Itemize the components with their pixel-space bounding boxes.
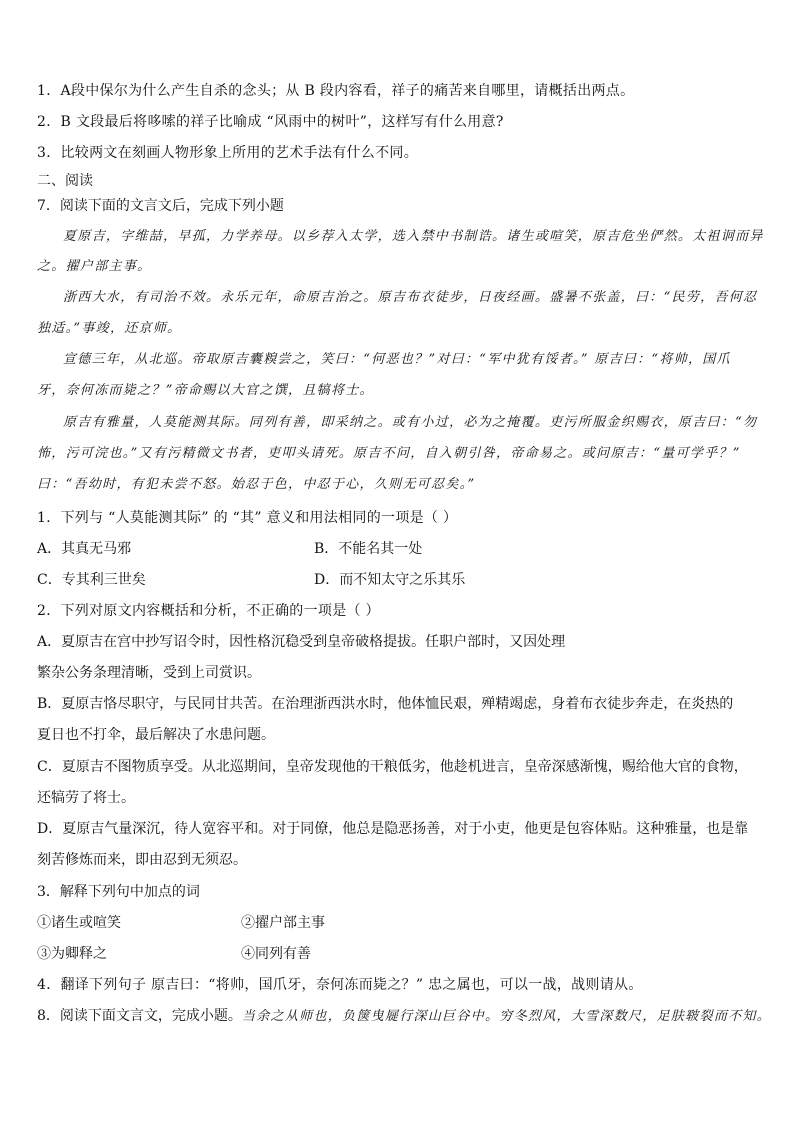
passage-para-2-cont: 独适。”事竣，还京师。 xyxy=(37,321,182,336)
question-3: 3．比较两文在刻画人物形象上所用的艺术手法有什么不同。 xyxy=(37,145,419,161)
passage-para-4-cont: 怖，污可浣也。”又有污精微文书者，吏叩头请死。原吉不问，自入朝引咎，帝命易之。或问原吉：“量可学乎？” xyxy=(37,446,741,461)
question-1: 1．A段中保尔为什么产生自杀的念头；从 B 段内容看，祥子的痛苦来自哪里，请概括出两点。 xyxy=(37,83,635,99)
option-2d-cont: 刻苦修炼而来，即由忍到无须忍。 xyxy=(37,852,247,868)
subquestion-3: 3．解释下列句中加点的词 xyxy=(37,884,200,900)
passage-para-4: 原吉有雅量，人莫能测其际。同列有善，即采纳之。或有小过，必为之掩覆。吏污所服金织赐衣，原吉曰：“勿 xyxy=(63,415,758,430)
passage-para-1: 夏原吉，字维喆，早孤，力学养母。以乡荐入太学，选入禁中书制诰。诸生或喧笑，原吉危坐俨然。太祖诇而异 xyxy=(63,229,764,244)
question-2: 2．B 文段最后将哆嗦的祥子比喻成 “风雨中的树叶”，这样写有什么用意? xyxy=(37,114,504,130)
option-2b: B．夏原吉恪尽职守，与民同甘共苦。在治理浙西洪水时，他体恤民艰，殚精竭虑，身着布衣徒步奔走，在炎热的 xyxy=(37,696,734,712)
passage-para-1-cont: 之。擢户部主事。 xyxy=(37,259,152,274)
option-2c-cont: 还犒劳了将士。 xyxy=(37,790,135,806)
option-2b-cont: 夏日也不打伞，最后解决了水患问题。 xyxy=(37,727,275,743)
option-1a: A．其真无马邪 xyxy=(37,541,132,557)
word-item-1: ①诸生或喧笑 xyxy=(37,915,121,931)
subquestion-1: 1．下列与 “人莫能测其际” 的 “其” 意义和用法相同的一项是（ ） xyxy=(37,510,458,526)
option-1d: D．而不知太守之乐其乐 xyxy=(314,572,466,588)
section-heading: 二、阅读 xyxy=(37,173,93,189)
option-2a: A．夏原吉在宫中抄写诏令时，因性格沉稳受到皇帝破格提拔。任职户部时，又因处理 xyxy=(37,634,566,650)
word-item-4: ④同列有善 xyxy=(241,946,311,962)
passage-para-3-cont: 牙，奈何冻而毙之？”帝命赐以大官之馔，且犒将士。 xyxy=(37,383,374,398)
question-8 xyxy=(37,1006,771,1027)
subquestion-2: 2．下列对原文内容概括和分析，不正确的一项是（ ） xyxy=(37,603,380,619)
option-2c: C．夏原吉不图物质享受。从北巡期间，皇帝发现他的干粮低劣，他趁机进言，皇帝深感渐愧，赐给他大官的食物， xyxy=(37,759,748,775)
question-8-heading: 8．阅读下面文言文，完成小题。 xyxy=(37,1008,242,1024)
word-item-2: ②擢户部主事 xyxy=(241,915,325,931)
question-8-passage-start: 当余之从师也，负箧曳屣行深山巨谷中。穷冬烈风，大雪深数尺，足肤皲裂而不知。 xyxy=(241,1009,772,1024)
passage-para-2: 浙西大水，有司治不效。永乐元年，命原吉治之。原吉布衣徒步，日夜经画。盛暑不张盖，曰：“民劳，吾何忍 xyxy=(63,290,758,305)
option-2d: D．夏原吉气量深沉，待人宽容平和。对于同僚，他总是隐恶扬善，对于小吏，他更是包容体贴。这种雅量，也是靠 xyxy=(37,821,749,837)
word-item-3: ③为卿释之 xyxy=(37,946,107,962)
passage-para-4-end: 曰：“吾幼时，有犯未尝不怒。始忍于色，中忍于心，久则无可忍矣。” xyxy=(37,477,476,492)
option-1c: C．专其利三世矣 xyxy=(37,572,146,588)
question-7: 7．阅读下面的文言文后，完成下列小题 xyxy=(37,198,284,214)
subquestion-4: 4．翻译下列句子 原吉曰：“将帅，国爪牙，奈何冻而毙之？” 忠之属也，可以一战，战则请从。 xyxy=(37,977,643,993)
option-2a-cont: 繁杂公务条理清晰，受到上司赏识。 xyxy=(37,665,261,681)
option-1b: B．不能名其一处 xyxy=(314,541,423,557)
passage-para-3: 宣德三年，从北巡。帝取原吉囊糗尝之，笑曰：“何恶也？”对曰：“军中犹有馁者。” 原吉曰：“将帅，国爪 xyxy=(63,352,731,367)
